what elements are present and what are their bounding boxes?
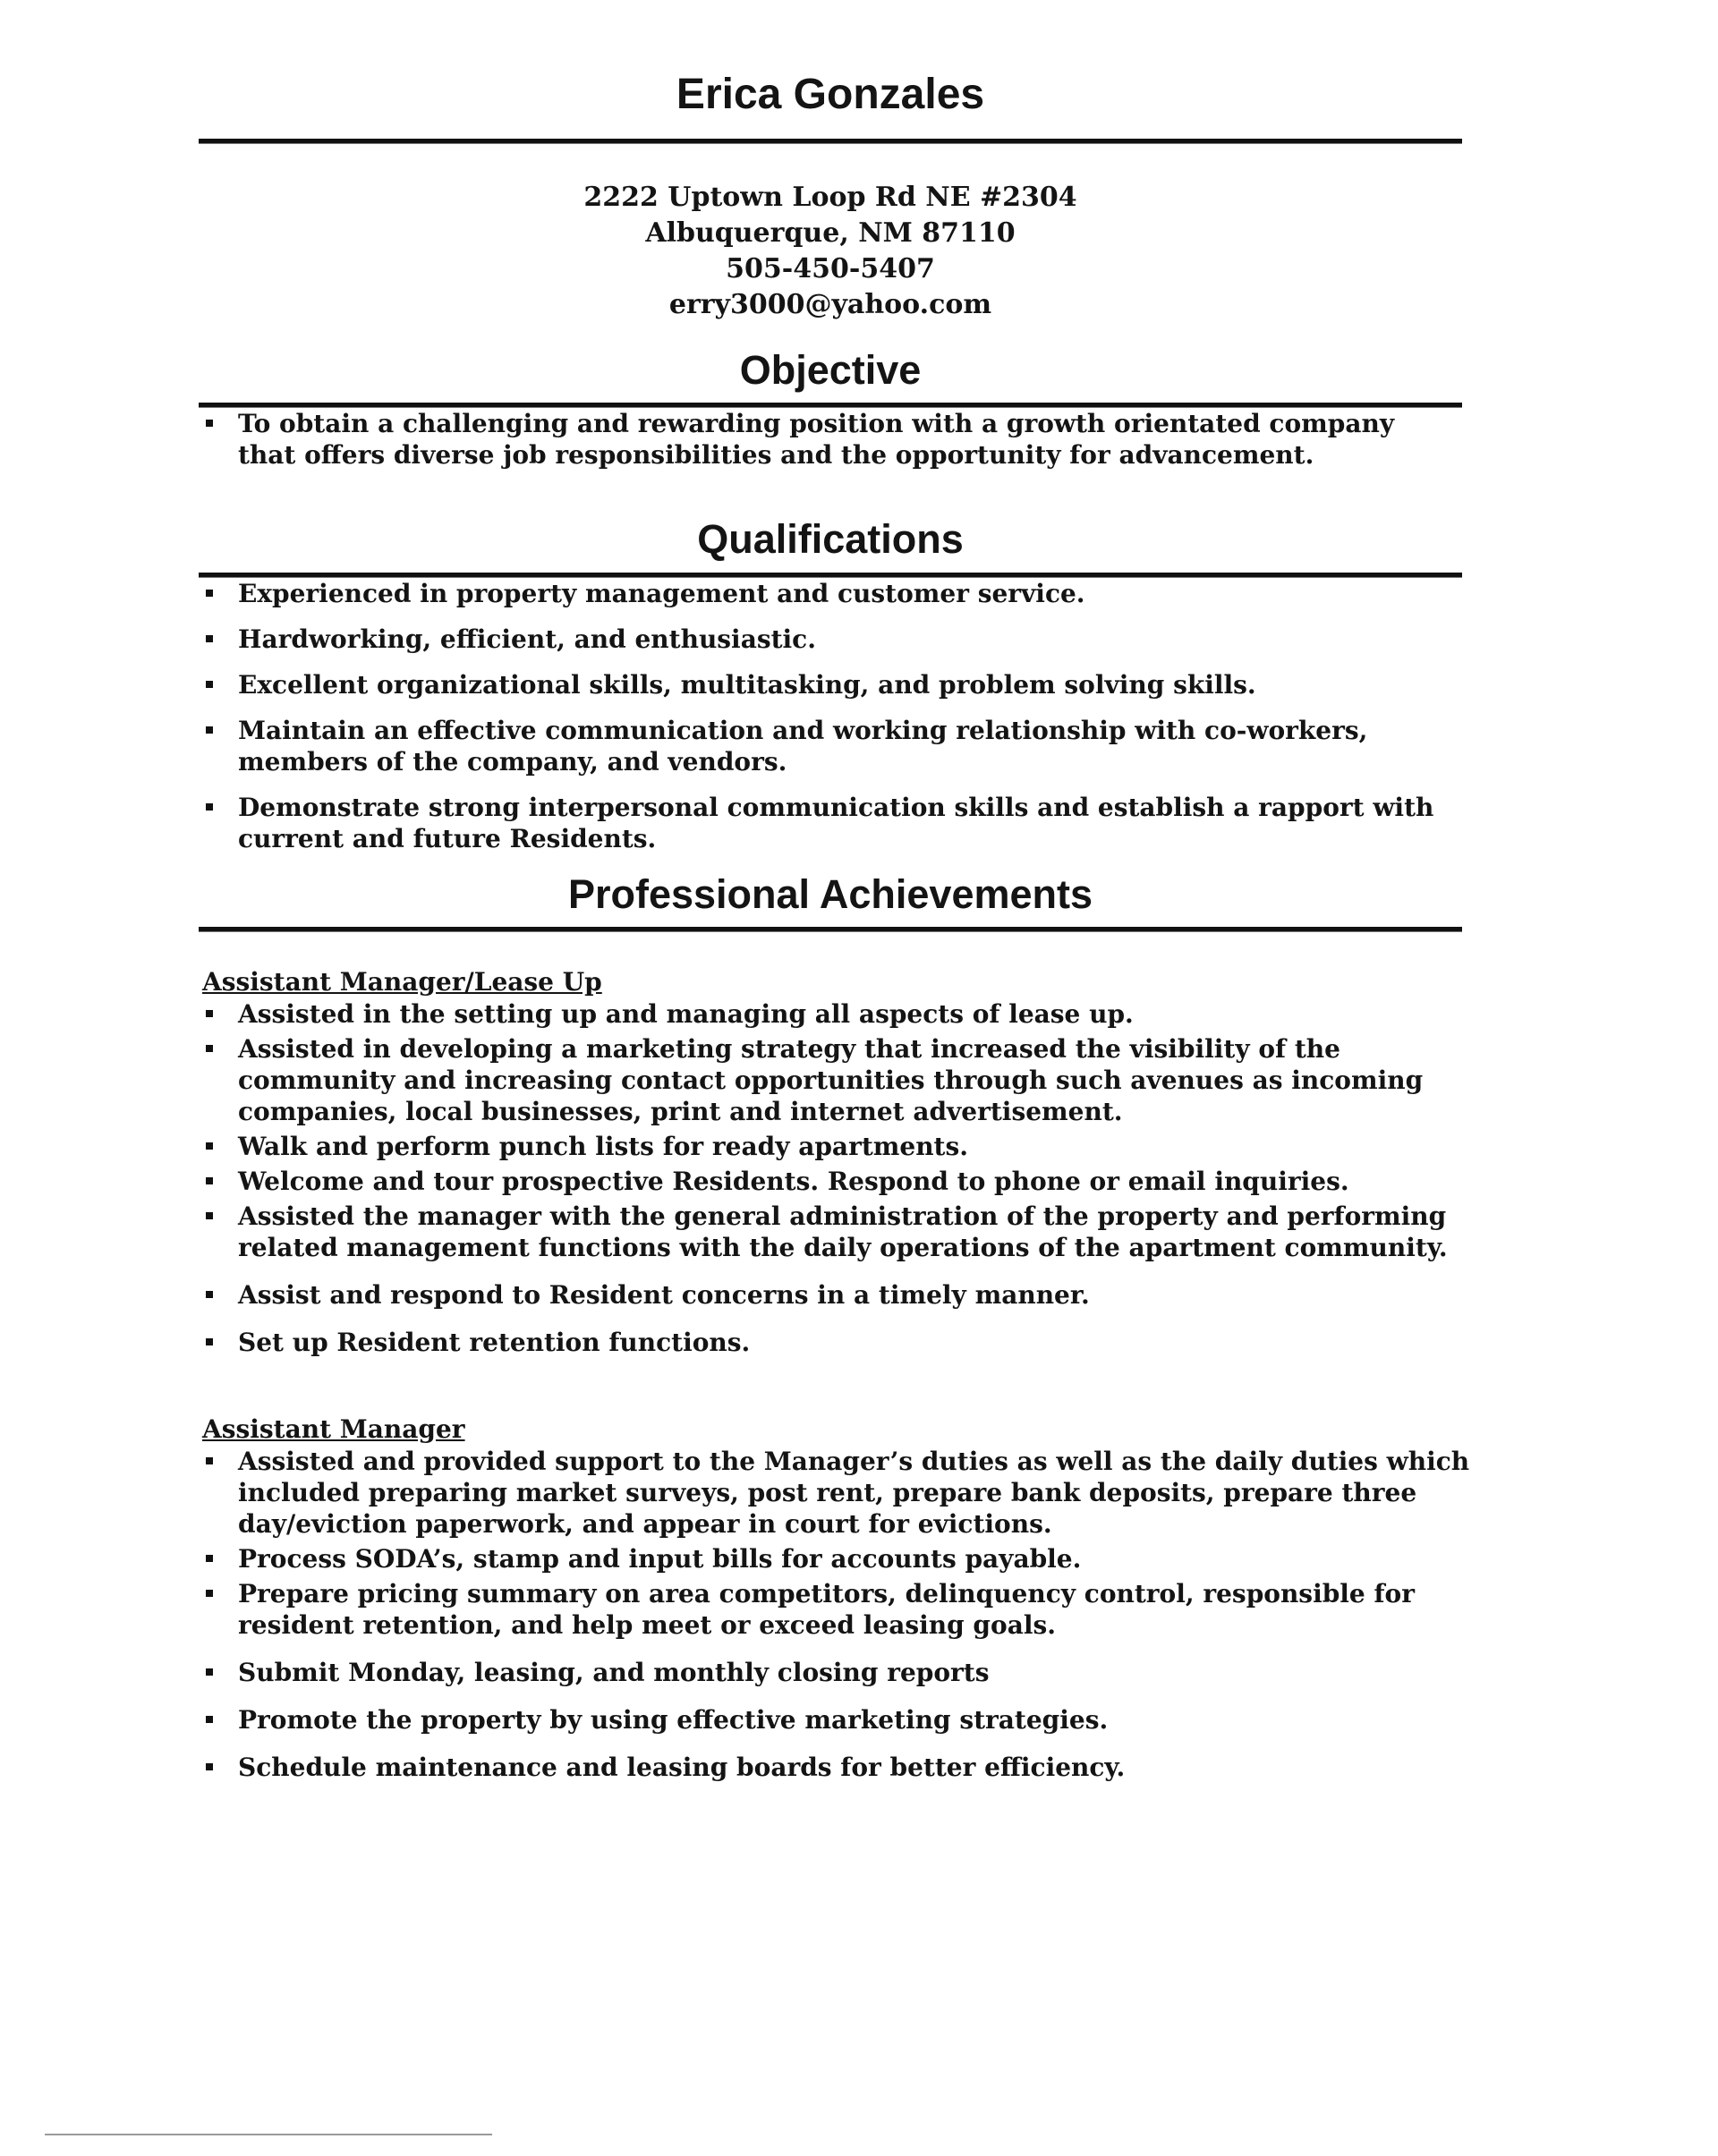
phone-number: 505-450-5407 bbox=[726, 252, 935, 284]
list-item: Process SODA’s, stamp and input bills for accounts payable. bbox=[199, 1543, 1473, 1575]
list-item: Assisted the manager with the general administration of the property and performing related management functions with the daily operations of the apartment community. bbox=[199, 1201, 1473, 1263]
achievements-heading: Professional Achievements bbox=[567, 870, 1093, 917]
list-item: Assisted and provided support to the Manager’s duties as well as the daily duties which included preparing market surveys, post rent, prepare bank deposits, prepare three day/eviction paperwork, and appear in court for evictions. bbox=[199, 1446, 1473, 1540]
list-item: Welcome and tour prospective Residents. Respond to phone or email inquiries. bbox=[199, 1166, 1473, 1197]
list-item: Maintain an effective communication and working relationship with co-workers, members of the company, and vendors. bbox=[199, 715, 1455, 777]
bullet-icon bbox=[206, 726, 213, 734]
bullet-icon bbox=[206, 1668, 213, 1676]
bullet-icon bbox=[206, 803, 213, 811]
bullet-icon bbox=[206, 1763, 213, 1770]
list-item: Set up Resident retention functions. bbox=[199, 1327, 1473, 1358]
qualifications-list bbox=[199, 578, 1462, 854]
bullet-icon bbox=[206, 1457, 213, 1464]
bullet-icon bbox=[206, 1177, 213, 1184]
bullet-icon bbox=[206, 1142, 213, 1150]
bullet-icon bbox=[206, 681, 213, 688]
bullet-icon bbox=[206, 1716, 213, 1723]
contact-block bbox=[199, 180, 1462, 323]
job-duties-assistant-manager bbox=[199, 1446, 1470, 1783]
bullet-icon bbox=[206, 1590, 213, 1597]
qualifications-heading: Qualifications bbox=[697, 516, 964, 563]
list-item: Schedule maintenance and leasing boards for better efficiency. bbox=[199, 1752, 1473, 1783]
list-item: Submit Monday, leasing, and monthly closing reports bbox=[199, 1657, 1473, 1688]
email-address: erry3000@yahoo.com bbox=[668, 288, 992, 320]
bullet-icon bbox=[206, 420, 213, 427]
list-item: Assisted in the setting up and managing all aspects of lease up. bbox=[199, 998, 1473, 1030]
job-duties-lease-up bbox=[199, 998, 1462, 1358]
objective-list bbox=[199, 408, 1462, 471]
bullet-icon bbox=[206, 1010, 213, 1017]
list-item: Walk and perform punch lists for ready apartments. bbox=[199, 1131, 1473, 1162]
objective-heading: Objective bbox=[739, 346, 922, 393]
bullet-icon bbox=[206, 1212, 213, 1219]
list-item: Prepare pricing summary on area competitors, delinquency control, responsible for resident retention, and help meet or exceed leasing goals. bbox=[199, 1578, 1473, 1641]
list-item: Hardworking, efficient, and enthusiastic. bbox=[199, 624, 1455, 655]
job-title-lease-up: Assistant Manager/Lease Up bbox=[202, 967, 602, 997]
list-item: Experienced in property management and customer service. bbox=[199, 578, 1455, 609]
bullet-icon bbox=[206, 1045, 213, 1052]
achievements-rule bbox=[199, 927, 1462, 932]
bullet-icon bbox=[206, 1338, 213, 1345]
list-item: Assisted in developing a marketing strategy that increased the visibility of the community and increasing contact opportunities through such avenues as incoming companies, local businesses, print and internet advertisement. bbox=[199, 1033, 1473, 1127]
list-item: Assist and respond to Resident concerns in a timely manner. bbox=[199, 1279, 1473, 1311]
resume-name: Erica Gonzales bbox=[676, 71, 985, 118]
list-item: Promote the property by using effective marketing strategies. bbox=[199, 1704, 1473, 1736]
list-item: Excellent organizational skills, multitasking, and problem solving skills. bbox=[199, 669, 1455, 700]
list-item: Demonstrate strong interpersonal communication skills and establish a rapport with current and future Residents. bbox=[199, 792, 1455, 854]
bullet-icon bbox=[206, 1555, 213, 1562]
bullet-icon bbox=[206, 1291, 213, 1298]
bullet-icon bbox=[206, 590, 213, 597]
list-item: To obtain a challenging and rewarding position with a growth orientated company that offers diverse job responsibilities and the opportunity for advancement. bbox=[199, 408, 1428, 471]
job-title-assistant-manager: Assistant Manager bbox=[202, 1414, 465, 1445]
header-rule bbox=[199, 139, 1462, 144]
resume-page bbox=[199, 71, 1470, 1787]
bullet-icon bbox=[206, 635, 213, 642]
scan-artifact-line bbox=[45, 2134, 492, 2135]
address-line-1: 2222 Uptown Loop Rd NE #2304 bbox=[583, 181, 1077, 213]
address-line-2: Albuquerque, NM 87110 bbox=[645, 216, 1016, 249]
